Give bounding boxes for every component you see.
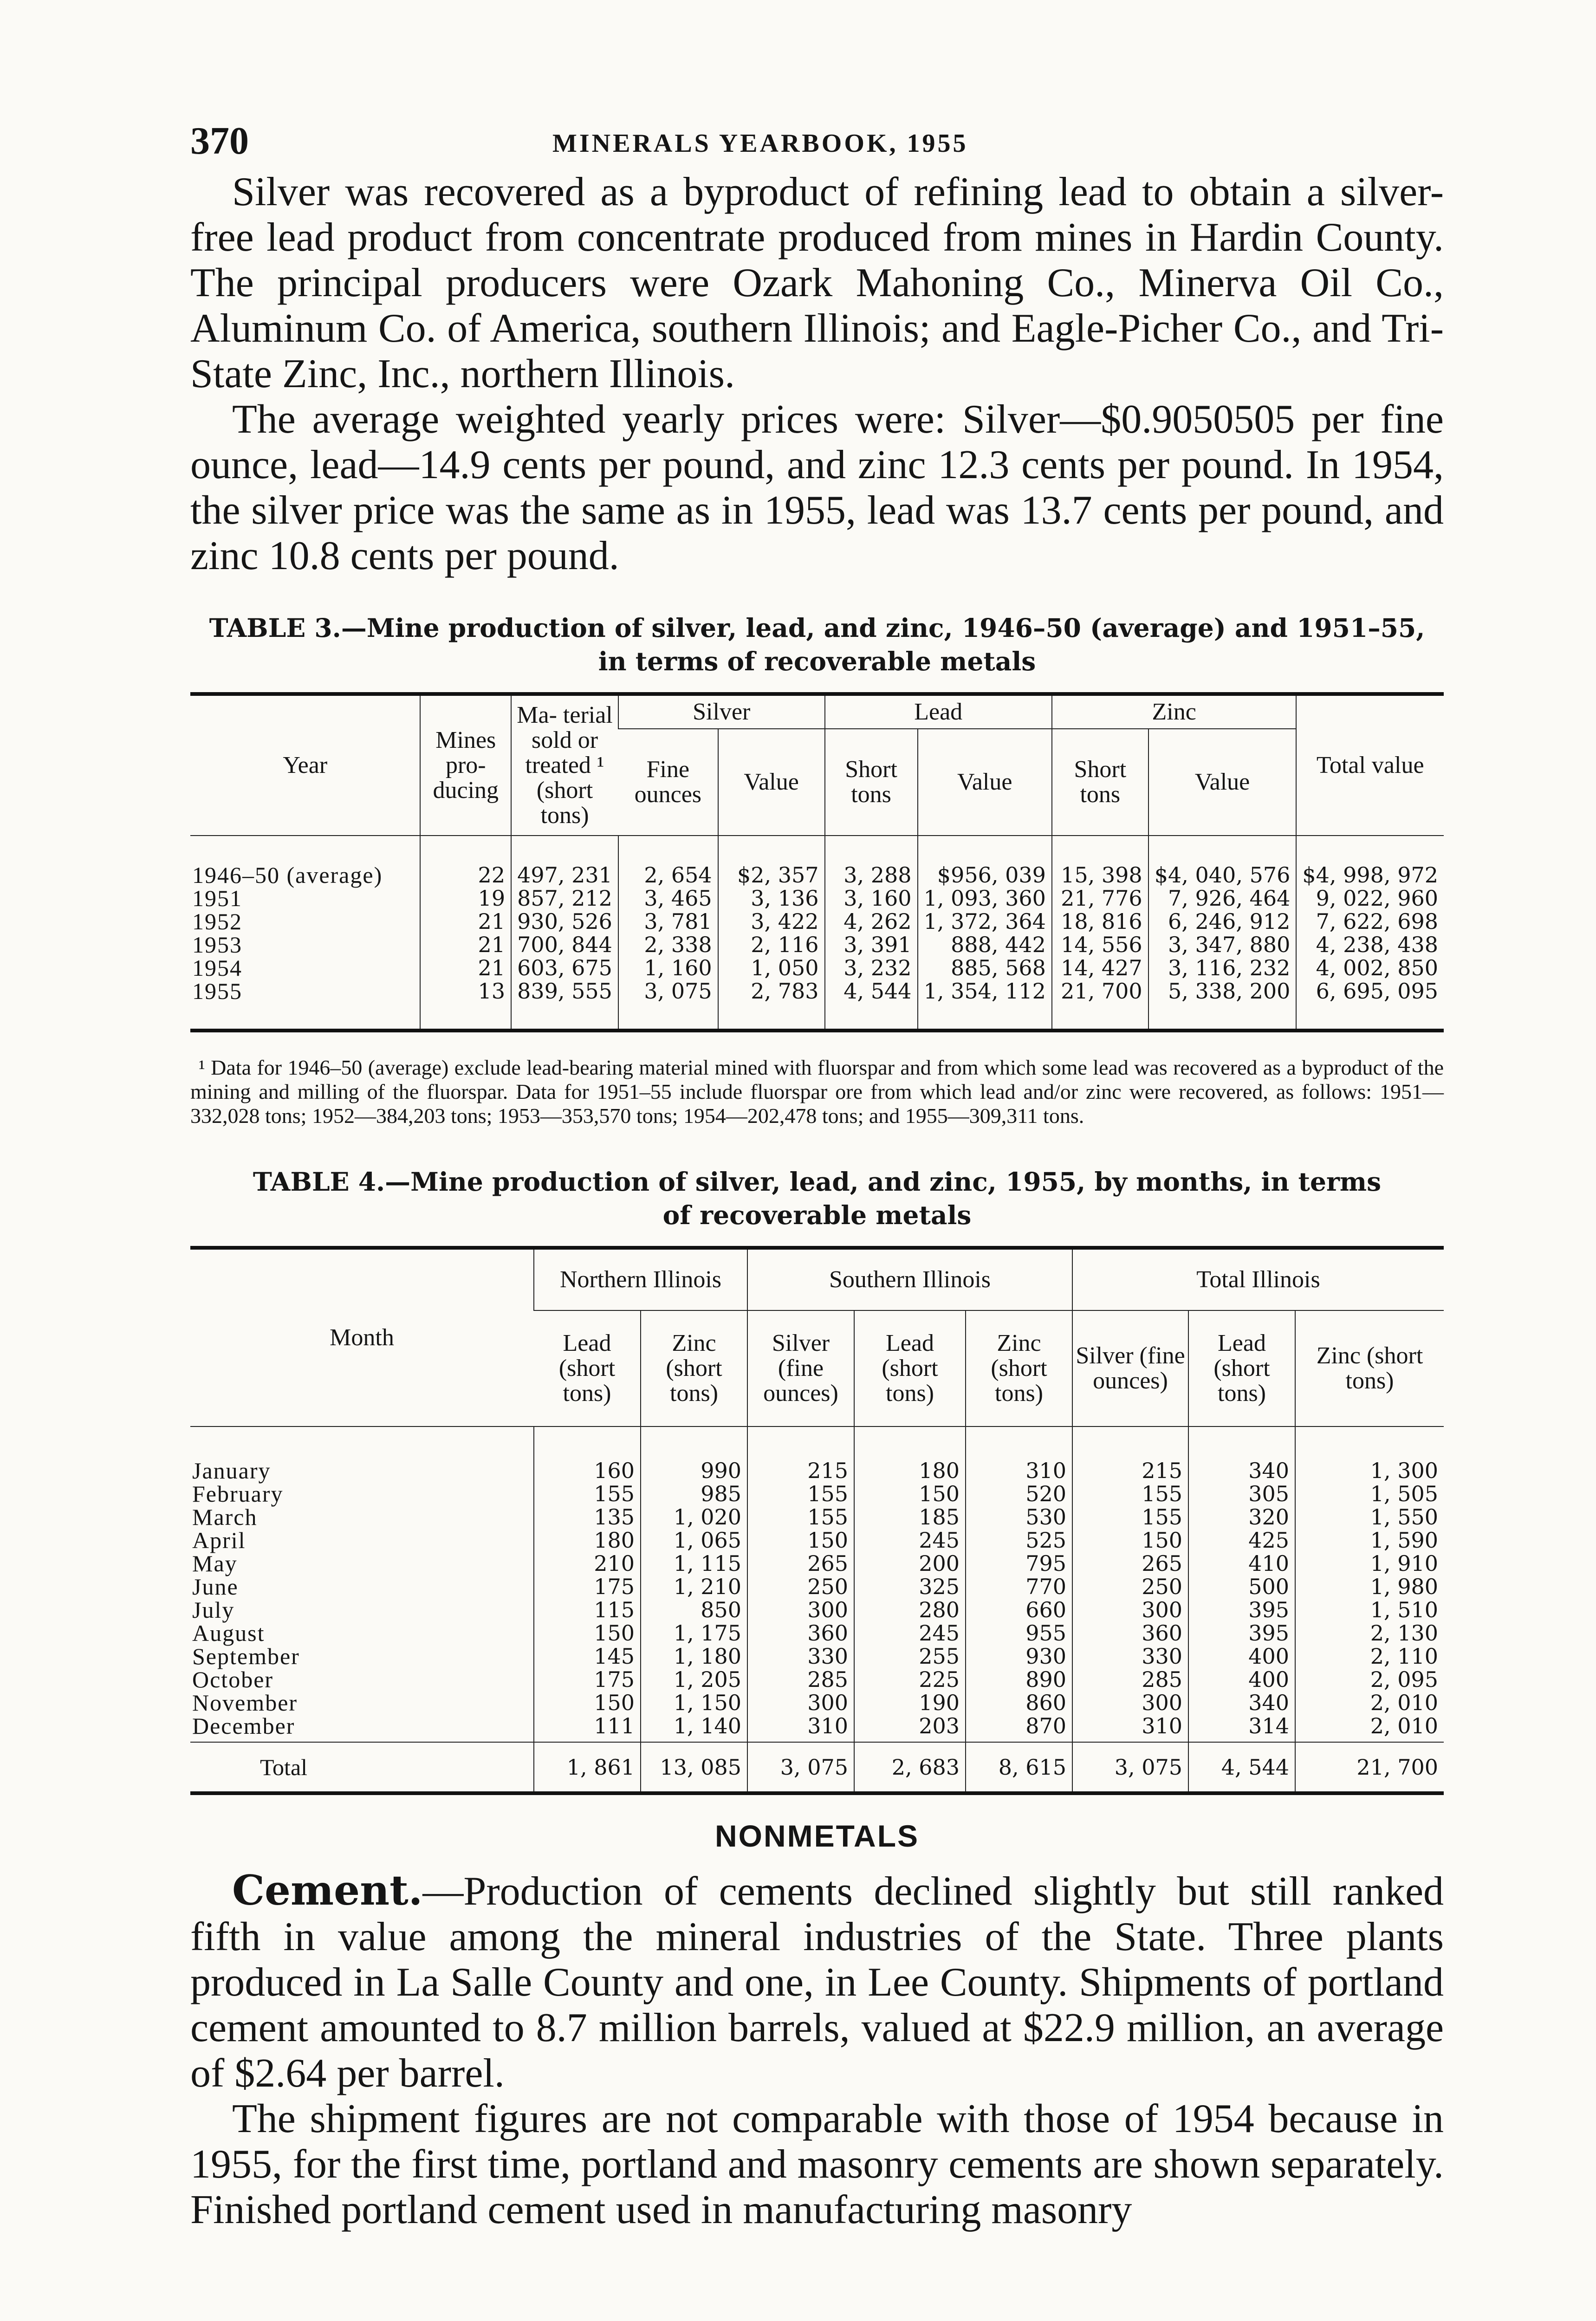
table4-cell: 250 bbox=[1072, 1575, 1188, 1598]
paragraph-cement bbox=[190, 1867, 1444, 2096]
table4-cell: 2, 130 bbox=[1295, 1621, 1444, 1645]
table4-cell: 310 bbox=[747, 1714, 854, 1742]
table4-caption bbox=[190, 1165, 1444, 1232]
table4-cell: 2, 095 bbox=[1295, 1668, 1444, 1691]
table4-cell: 320 bbox=[1188, 1505, 1295, 1529]
table4-cell: 850 bbox=[641, 1598, 747, 1621]
table4-header-south-zinc: Zinc (short tons) bbox=[966, 1310, 1072, 1426]
table4-cell: 155 bbox=[747, 1482, 854, 1505]
table3-header-material: Ma- terial sold or treated ¹ (short tons) bbox=[511, 694, 618, 836]
table4-total-row bbox=[190, 1742, 1444, 1793]
table4-header-northern: Northern Illinois bbox=[534, 1248, 747, 1310]
table4-cell: 870 bbox=[966, 1714, 1072, 1742]
table4-cell: 1, 590 bbox=[1295, 1529, 1444, 1552]
table3-cell: 21, 700 bbox=[1052, 979, 1148, 1031]
table3-cell: 19 bbox=[420, 887, 511, 910]
table4-cell: 1, 550 bbox=[1295, 1505, 1444, 1529]
page-header bbox=[190, 118, 1444, 169]
table3-row-label: 1955 bbox=[192, 978, 242, 1004]
table3-cell: 21 bbox=[420, 956, 511, 979]
table4-header-total: Total Illinois bbox=[1072, 1248, 1444, 1310]
table3-header-year: Year bbox=[190, 694, 420, 836]
table4-row-label: August bbox=[192, 1620, 265, 1646]
table4-cell: 930 bbox=[966, 1645, 1072, 1668]
table3-cell: 6, 695, 095 bbox=[1296, 979, 1444, 1031]
table-row bbox=[190, 1691, 1444, 1714]
table4-cell: 1, 175 bbox=[641, 1621, 747, 1645]
table3 bbox=[190, 692, 1444, 1032]
table4-cell: 215 bbox=[747, 1426, 854, 1482]
table-row bbox=[190, 1598, 1444, 1621]
table4-cell: 150 bbox=[1072, 1529, 1188, 1552]
table4-header-total-lead: Lead (short tons) bbox=[1188, 1310, 1295, 1426]
table4-total-cell: 21, 700 bbox=[1295, 1742, 1444, 1793]
table3-cell: 9, 022, 960 bbox=[1296, 887, 1444, 910]
table4-cell: 210 bbox=[534, 1552, 641, 1575]
table4-header-north-lead: Lead (short tons) bbox=[534, 1310, 641, 1426]
table4-row-label: September bbox=[192, 1643, 300, 1669]
table3-caption bbox=[190, 611, 1444, 678]
running-title: MINERALS YEARBOOK, 1955 bbox=[552, 129, 968, 158]
table4-header-south-silver: Silver (fine ounces) bbox=[747, 1310, 854, 1426]
table4-cell: 305 bbox=[1188, 1482, 1295, 1505]
table4-total-cell: 4, 544 bbox=[1188, 1742, 1295, 1793]
table4-cell: 2, 110 bbox=[1295, 1645, 1444, 1668]
table3-cell: 3, 232 bbox=[825, 956, 918, 979]
table4-cell: 1, 065 bbox=[641, 1529, 747, 1552]
table3-cell: 603, 675 bbox=[511, 956, 618, 979]
table-row bbox=[190, 887, 1444, 910]
table4-cell: 410 bbox=[1188, 1552, 1295, 1575]
table4-row-label: April bbox=[192, 1527, 246, 1553]
table3-cell: 3, 347, 880 bbox=[1148, 933, 1297, 956]
table4-cell: 225 bbox=[854, 1668, 966, 1691]
table4-header-total-zinc: Zinc (short tons) bbox=[1295, 1310, 1444, 1426]
table3-cell: 1, 093, 360 bbox=[918, 887, 1052, 910]
table4-cell: 1, 510 bbox=[1295, 1598, 1444, 1621]
table3-row-label: 1953 bbox=[192, 932, 242, 958]
table3-cell: 2, 783 bbox=[718, 979, 825, 1031]
table-row bbox=[190, 1668, 1444, 1691]
table3-cell: 3, 160 bbox=[825, 887, 918, 910]
table-row bbox=[190, 910, 1444, 933]
table4-cell: 111 bbox=[534, 1714, 641, 1742]
table4-cell: 250 bbox=[747, 1575, 854, 1598]
table4-cell: 660 bbox=[966, 1598, 1072, 1621]
table3-cell: 3, 465 bbox=[618, 887, 718, 910]
table4-cell: 520 bbox=[966, 1482, 1072, 1505]
table4-cell: 1, 140 bbox=[641, 1714, 747, 1742]
table4-total-cell: 3, 075 bbox=[747, 1742, 854, 1793]
table3-cell: 930, 526 bbox=[511, 910, 618, 933]
page bbox=[190, 118, 1444, 2233]
table3-row-label: 1946–50 (average) bbox=[192, 862, 383, 888]
table4-row-label: October bbox=[192, 1666, 274, 1692]
table3-cell: 857, 212 bbox=[511, 887, 618, 910]
table4-body bbox=[190, 1426, 1444, 1793]
table4-header-total-silver: Silver (fine ounces) bbox=[1072, 1310, 1188, 1426]
table3-header-total: Total value bbox=[1296, 694, 1444, 836]
table3-cell: 4, 238, 438 bbox=[1296, 933, 1444, 956]
table4-cell: 300 bbox=[747, 1598, 854, 1621]
table4-cell: 395 bbox=[1188, 1598, 1295, 1621]
table-row bbox=[190, 1482, 1444, 1505]
table4-row-label: June bbox=[192, 1574, 239, 1600]
table3-header-silver: Silver bbox=[618, 694, 825, 729]
table4-caption-line2: of recoverable metals bbox=[662, 1200, 972, 1230]
table4-cell: 325 bbox=[854, 1575, 966, 1598]
table4-cell: 400 bbox=[1188, 1645, 1295, 1668]
table-row bbox=[190, 1529, 1444, 1552]
table4-cell: 115 bbox=[534, 1598, 641, 1621]
paragraph-silver-recovery: Silver was recovered as a byproduct of refining lead to obtain a silver-free lead product from concentrate produced from mines in Hardin County. The principal producers were Ozark Mahoning Co., Minerva Oil Co., Aluminum Co. of America, southern Illinois; and Eagle-Picher Co., and Tri-State Zinc, Inc., northern Illinois. bbox=[190, 169, 1444, 396]
table3-cell: 3, 136 bbox=[718, 887, 825, 910]
table4-cell: 300 bbox=[1072, 1691, 1188, 1714]
table4-cell: 770 bbox=[966, 1575, 1072, 1598]
table4-cell: 285 bbox=[747, 1668, 854, 1691]
table3-cell: 4, 002, 850 bbox=[1296, 956, 1444, 979]
table3-cell: 1, 160 bbox=[618, 956, 718, 979]
table4 bbox=[190, 1246, 1444, 1795]
table4-cell: 530 bbox=[966, 1505, 1072, 1529]
table3-cell: 5, 338, 200 bbox=[1148, 979, 1297, 1031]
table3-cell: 3, 781 bbox=[618, 910, 718, 933]
table4-row-label: March bbox=[192, 1504, 258, 1530]
table3-header-zinc-value: Value bbox=[1148, 729, 1297, 836]
table4-cell: 890 bbox=[966, 1668, 1072, 1691]
table3-body bbox=[190, 836, 1444, 1031]
table3-footnote: ¹ Data for 1946–50 (average) exclude lead-bearing material mined with fluorspar and from which some lead was recovered as a byproduct of the mining and milling of the fluorspar. Data for 1951–55 include fluorspar ore from which lead and/or zinc were recovered, as follows: 1951—332,028 tons; 1952—384,203 tons; 1953—353,570 tons; 1954—202,478 tons; and 1955—309,311 tons. bbox=[190, 1056, 1444, 1128]
table-row bbox=[190, 1552, 1444, 1575]
table4-cell: 1, 205 bbox=[641, 1668, 747, 1691]
table-row bbox=[190, 1575, 1444, 1598]
table4-cell: 150 bbox=[747, 1529, 854, 1552]
cement-paragraph-text: —Production of cements declined slightly but still ranked fifth in value among the mineral industries of the State. Three plants produced in La Salle County and one, in Lee County. Shipments of portland cement amounted to 8.7 million barrels, valued at $22.9 million, an average of $2.64 per barrel. bbox=[190, 1869, 1444, 2096]
table-row bbox=[190, 1426, 1444, 1482]
paragraph-prices: The average weighted yearly prices were: Silver—$0.9050505 per fine ounce, lead—14.9 cents per pound, and zinc 12.3 cents per pound. In 1954, the silver price was the same as in 1955, lead was 13.7 cents per pound, and zinc 10.8 cents per pound. bbox=[190, 397, 1444, 578]
table4-header-north-zinc: Zinc (short tons) bbox=[641, 1310, 747, 1426]
table4-row-label: January bbox=[192, 1458, 271, 1484]
table3-header-lead: Lead bbox=[825, 694, 1052, 729]
table4-cell: 500 bbox=[1188, 1575, 1295, 1598]
table3-header-lead-tons: Short tons bbox=[825, 729, 918, 836]
table3-cell: 4, 262 bbox=[825, 910, 918, 933]
table-row bbox=[190, 1645, 1444, 1668]
table-row bbox=[190, 836, 1444, 887]
table3-caption-line1: TABLE 3.—Mine production of silver, lead, and zinc, 1946–50 (average) and 1951–55, bbox=[209, 613, 1425, 643]
table3-header-mines: Mines pro- ducing bbox=[420, 694, 511, 836]
table4-cell: 135 bbox=[534, 1505, 641, 1529]
table4-cell: 1, 210 bbox=[641, 1575, 747, 1598]
table4-cell: 185 bbox=[854, 1505, 966, 1529]
table3-cell: 6, 246, 912 bbox=[1148, 910, 1297, 933]
table3-cell: 1, 354, 112 bbox=[918, 979, 1052, 1031]
table4-cell: 150 bbox=[534, 1691, 641, 1714]
table4-cell: 330 bbox=[1072, 1645, 1188, 1668]
table4-cell: 2, 010 bbox=[1295, 1714, 1444, 1742]
table4-cell: 245 bbox=[854, 1621, 966, 1645]
table3-cell: 13 bbox=[420, 979, 511, 1031]
table4-cell: 255 bbox=[854, 1645, 966, 1668]
table4-cell: 314 bbox=[1188, 1714, 1295, 1742]
table4-caption-line1: TABLE 4.—Mine production of silver, lead, and zinc, 1955, by months, in terms bbox=[253, 1167, 1382, 1197]
table4-cell: 1, 505 bbox=[1295, 1482, 1444, 1505]
table4-cell: 310 bbox=[1072, 1714, 1188, 1742]
table3-cell: 7, 926, 464 bbox=[1148, 887, 1297, 910]
page-number: 370 bbox=[190, 119, 249, 162]
table3-cell: $4, 040, 576 bbox=[1148, 836, 1297, 887]
table3-cell: 2, 654 bbox=[618, 836, 718, 887]
table4-cell: 990 bbox=[641, 1426, 747, 1482]
table4-cell: 955 bbox=[966, 1621, 1072, 1645]
table4-cell: 150 bbox=[854, 1482, 966, 1505]
table3-cell: 18, 816 bbox=[1052, 910, 1148, 933]
table4-cell: 203 bbox=[854, 1714, 966, 1742]
table4-cell: 175 bbox=[534, 1668, 641, 1691]
table4-total-cell: 3, 075 bbox=[1072, 1742, 1188, 1793]
table3-cell: 4, 544 bbox=[825, 979, 918, 1031]
table4-cell: 360 bbox=[1072, 1621, 1188, 1645]
table4-cell: 175 bbox=[534, 1575, 641, 1598]
table4-cell: 285 bbox=[1072, 1668, 1188, 1691]
table3-header-zinc: Zinc bbox=[1052, 694, 1296, 729]
table4-cell: 155 bbox=[1072, 1505, 1188, 1529]
table3-header-lead-value: Value bbox=[918, 729, 1052, 836]
table4-cell: 1, 300 bbox=[1295, 1426, 1444, 1482]
table4-cell: 1, 115 bbox=[641, 1552, 747, 1575]
cement-runin-heading: Cement. bbox=[232, 1866, 423, 1914]
table3-cell: 1, 050 bbox=[718, 956, 825, 979]
table3-cell: 3, 288 bbox=[825, 836, 918, 887]
table4-cell: 215 bbox=[1072, 1426, 1188, 1482]
table3-row-label: 1952 bbox=[192, 908, 242, 934]
paragraph-cement-shipments: The shipment figures are not comparable with those of 1954 because in 1955, for the first time, portland and masonry cements are shown separately. Finished portland cement used in manufacturing masonry bbox=[190, 2096, 1444, 2232]
table4-cell: 1, 180 bbox=[641, 1645, 747, 1668]
table3-header-zinc-tons: Short tons bbox=[1052, 729, 1148, 836]
table4-cell: 280 bbox=[854, 1598, 966, 1621]
table4-cell: 160 bbox=[534, 1426, 641, 1482]
table4-cell: 180 bbox=[854, 1426, 966, 1482]
table3-cell: 21 bbox=[420, 910, 511, 933]
table3-header-silver-ounces: Fine ounces bbox=[618, 729, 718, 836]
table4-row-label: July bbox=[192, 1597, 235, 1623]
table3-row-label: 1951 bbox=[192, 885, 242, 911]
table4-cell: 155 bbox=[747, 1505, 854, 1529]
table4-cell: 300 bbox=[1072, 1598, 1188, 1621]
table4-cell: 400 bbox=[1188, 1668, 1295, 1691]
table3-header-silver-value: Value bbox=[718, 729, 825, 836]
table3-cell: 14, 427 bbox=[1052, 956, 1148, 979]
table4-row-label: November bbox=[192, 1690, 298, 1716]
table4-total-cell: 2, 683 bbox=[854, 1742, 966, 1793]
table4-cell: 145 bbox=[534, 1645, 641, 1668]
table3-cell: 3, 391 bbox=[825, 933, 918, 956]
table4-total-cell: 8, 615 bbox=[966, 1742, 1072, 1793]
table4-cell: 860 bbox=[966, 1691, 1072, 1714]
table4-cell: 245 bbox=[854, 1529, 966, 1552]
table4-cell: 330 bbox=[747, 1645, 854, 1668]
table4-cell: 200 bbox=[854, 1552, 966, 1575]
table4-cell: 795 bbox=[966, 1552, 1072, 1575]
table3-cell: 3, 422 bbox=[718, 910, 825, 933]
table3-cell: $2, 357 bbox=[718, 836, 825, 887]
table4-cell: 1, 020 bbox=[641, 1505, 747, 1529]
table4-cell: 150 bbox=[534, 1621, 641, 1645]
table4-cell: 2, 010 bbox=[1295, 1691, 1444, 1714]
table4-cell: 340 bbox=[1188, 1426, 1295, 1482]
table3-cell: 2, 116 bbox=[718, 933, 825, 956]
table4-cell: 190 bbox=[854, 1691, 966, 1714]
table4-cell: 180 bbox=[534, 1529, 641, 1552]
table-row bbox=[190, 956, 1444, 979]
table3-cell: 7, 622, 698 bbox=[1296, 910, 1444, 933]
table4-cell: 1, 150 bbox=[641, 1691, 747, 1714]
table4-cell: 155 bbox=[1072, 1482, 1188, 1505]
section-heading-nonmetals: NONMETALS bbox=[714, 1819, 920, 1853]
table3-cell: 885, 568 bbox=[918, 956, 1052, 979]
table4-cell: 310 bbox=[966, 1426, 1072, 1482]
table4-header-month: Month bbox=[190, 1248, 534, 1426]
table3-cell: 700, 844 bbox=[511, 933, 618, 956]
table3-row-label: 1954 bbox=[192, 955, 242, 981]
table4-cell: 985 bbox=[641, 1482, 747, 1505]
table3-cell: 3, 075 bbox=[618, 979, 718, 1031]
table3-cell: 2, 338 bbox=[618, 933, 718, 956]
table4-cell: 395 bbox=[1188, 1621, 1295, 1645]
table-row bbox=[190, 933, 1444, 956]
table3-cell: 21, 776 bbox=[1052, 887, 1148, 910]
table4-total-cell: 13, 085 bbox=[641, 1742, 747, 1793]
table4-cell: 265 bbox=[747, 1552, 854, 1575]
table3-cell: 22 bbox=[420, 836, 511, 887]
table3-cell: 14, 556 bbox=[1052, 933, 1148, 956]
table4-header-south-lead: Lead (short tons) bbox=[854, 1310, 966, 1426]
table4-row-label: December bbox=[192, 1713, 295, 1739]
table3-cell: 888, 442 bbox=[918, 933, 1052, 956]
table4-total-label: Total bbox=[190, 1742, 534, 1793]
table4-cell: 1, 910 bbox=[1295, 1552, 1444, 1575]
table4-cell: 360 bbox=[747, 1621, 854, 1645]
table4-cell: 265 bbox=[1072, 1552, 1188, 1575]
table4-cell: 340 bbox=[1188, 1691, 1295, 1714]
table-row bbox=[190, 1621, 1444, 1645]
table3-cell: $956, 039 bbox=[918, 836, 1052, 887]
table4-row-label: May bbox=[192, 1550, 238, 1576]
table4-header-southern: Southern Illinois bbox=[747, 1248, 1072, 1310]
table-row bbox=[190, 1505, 1444, 1529]
table4-cell: 155 bbox=[534, 1482, 641, 1505]
table4-cell: 300 bbox=[747, 1691, 854, 1714]
table-row bbox=[190, 1714, 1444, 1742]
table3-cell: 3, 116, 232 bbox=[1148, 956, 1297, 979]
table4-cell: 1, 980 bbox=[1295, 1575, 1444, 1598]
table4-total-cell: 1, 861 bbox=[534, 1742, 641, 1793]
table3-cell: 15, 398 bbox=[1052, 836, 1148, 887]
table3-cell: 497, 231 bbox=[511, 836, 618, 887]
table3-cell: 21 bbox=[420, 933, 511, 956]
table4-cell: 525 bbox=[966, 1529, 1072, 1552]
table-row bbox=[190, 979, 1444, 1031]
table3-cell: $4, 998, 972 bbox=[1296, 836, 1444, 887]
table4-cell: 425 bbox=[1188, 1529, 1295, 1552]
table4-row-label: February bbox=[192, 1481, 284, 1507]
table3-cell: 1, 372, 364 bbox=[918, 910, 1052, 933]
table3-caption-line2: in terms of recoverable metals bbox=[598, 646, 1036, 676]
table3-cell: 839, 555 bbox=[511, 979, 618, 1031]
